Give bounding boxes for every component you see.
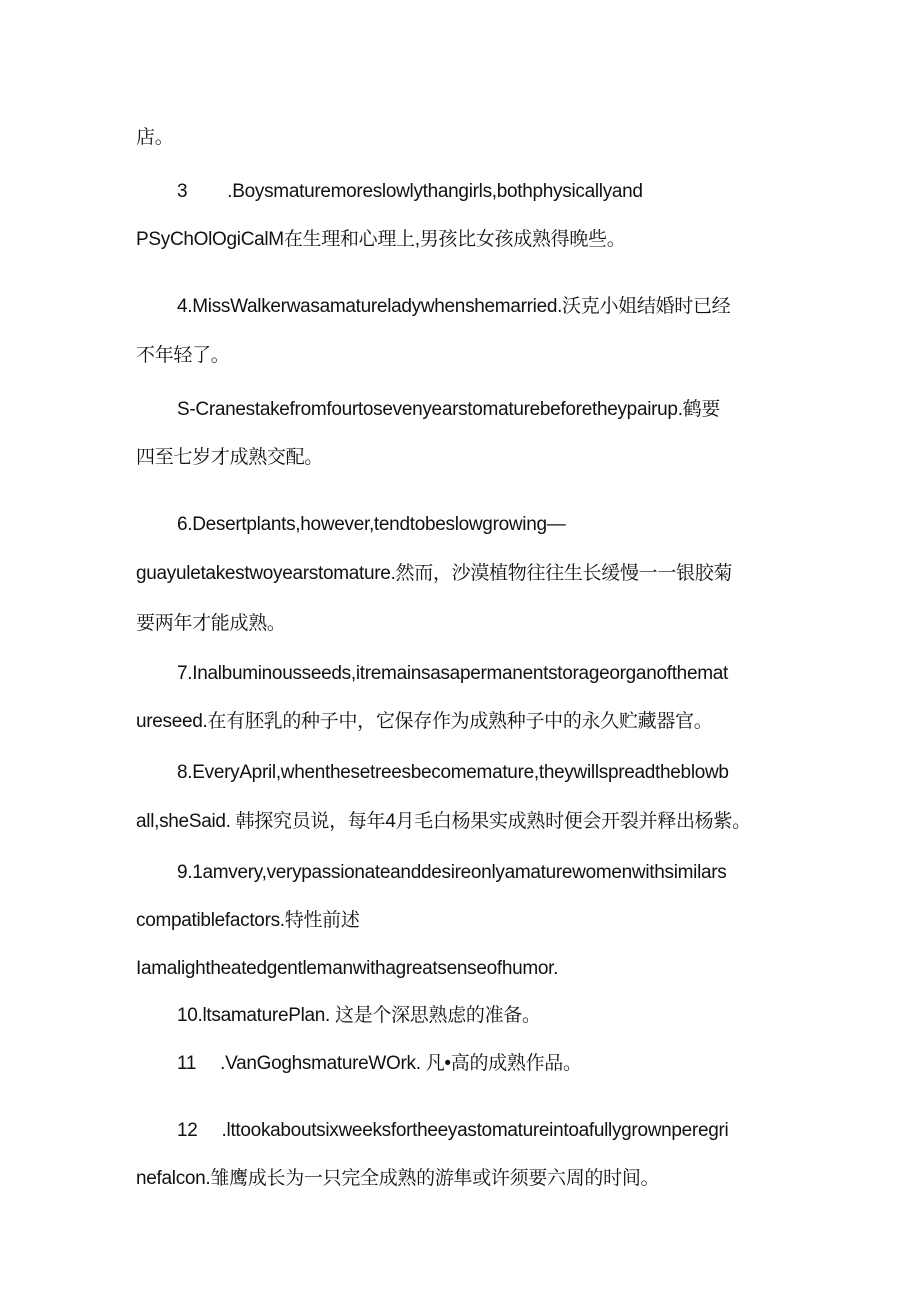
item-number: 12	[177, 1120, 198, 1141]
item-number: 11	[177, 1053, 197, 1074]
text-line: 不年轻了。	[136, 345, 230, 366]
text-line: PSyChOlOgiCalM在生理和心理上,男孩比女孩成熟得晚些。	[136, 229, 626, 250]
text-segment: .Boysmaturemoreslowlythangirls,bothphysicallyand	[227, 181, 643, 202]
text-line: 9.1amvery,verypassionateanddesireonlyamaturewomenwithsimilars	[177, 862, 727, 883]
text-line: all,sheSaid. 韩探究员说，每年4月毛白杨果实成熟时便会开裂并释出杨紫。	[136, 811, 751, 832]
numbered-line-12	[177, 1119, 797, 1143]
text-line: Iamalightheatedgentlemanwithagreatsenseofhumor.	[136, 958, 559, 979]
text-segment: .lttookaboutsixweeksfortheeyastomatureintoafullygrownperegri	[221, 1120, 729, 1141]
text-line: compatiblefactors.特性前述	[136, 910, 360, 931]
text-line: guayuletakestwoyearstomature.然而，沙漠植物往往生长缓慢一一银胶菊	[136, 563, 733, 584]
text-line: ureseed.在有胚乳的种子中，它保存作为成熟种子中的永久贮藏器官。	[136, 711, 713, 732]
text-line: S-Cranestakefromfourtosevenyearstomaturebeforetheypairup.鹤要	[177, 399, 721, 420]
numbered-line-11	[177, 1052, 797, 1076]
item-number: 3	[177, 181, 188, 202]
text-line: 7.Inalbuminousseeds,itremainsasapermanentstorageorganofthemat	[177, 663, 728, 684]
text-line: 4.MissWalkerwasamatureladywhenshemarried.沃克小姐结婚时已经	[177, 296, 731, 317]
text-line: 6.Desertplants,however,tendtobeslowgrowing—	[177, 514, 566, 535]
text-line: 10.ltsamaturePlan. 这是个深思熟虑的准备。	[177, 1005, 541, 1026]
text-line: 要两年才能成熟。	[136, 613, 286, 634]
text-line: 店。	[136, 127, 174, 148]
text-segment: .VanGoghsmatureWOrk. 凡•高的成熟作品。	[220, 1053, 582, 1074]
text-line: 8.EveryApril,whenthesetreesbecomemature,theywillspreadtheblowb	[177, 762, 729, 783]
text-line: 四至七岁才成熟交配。	[136, 447, 324, 468]
numbered-line-3	[177, 180, 797, 204]
text-line: nefalcon.雏鹰成长为一只完全成熟的游隼或许须要六周的时间。	[136, 1168, 660, 1189]
